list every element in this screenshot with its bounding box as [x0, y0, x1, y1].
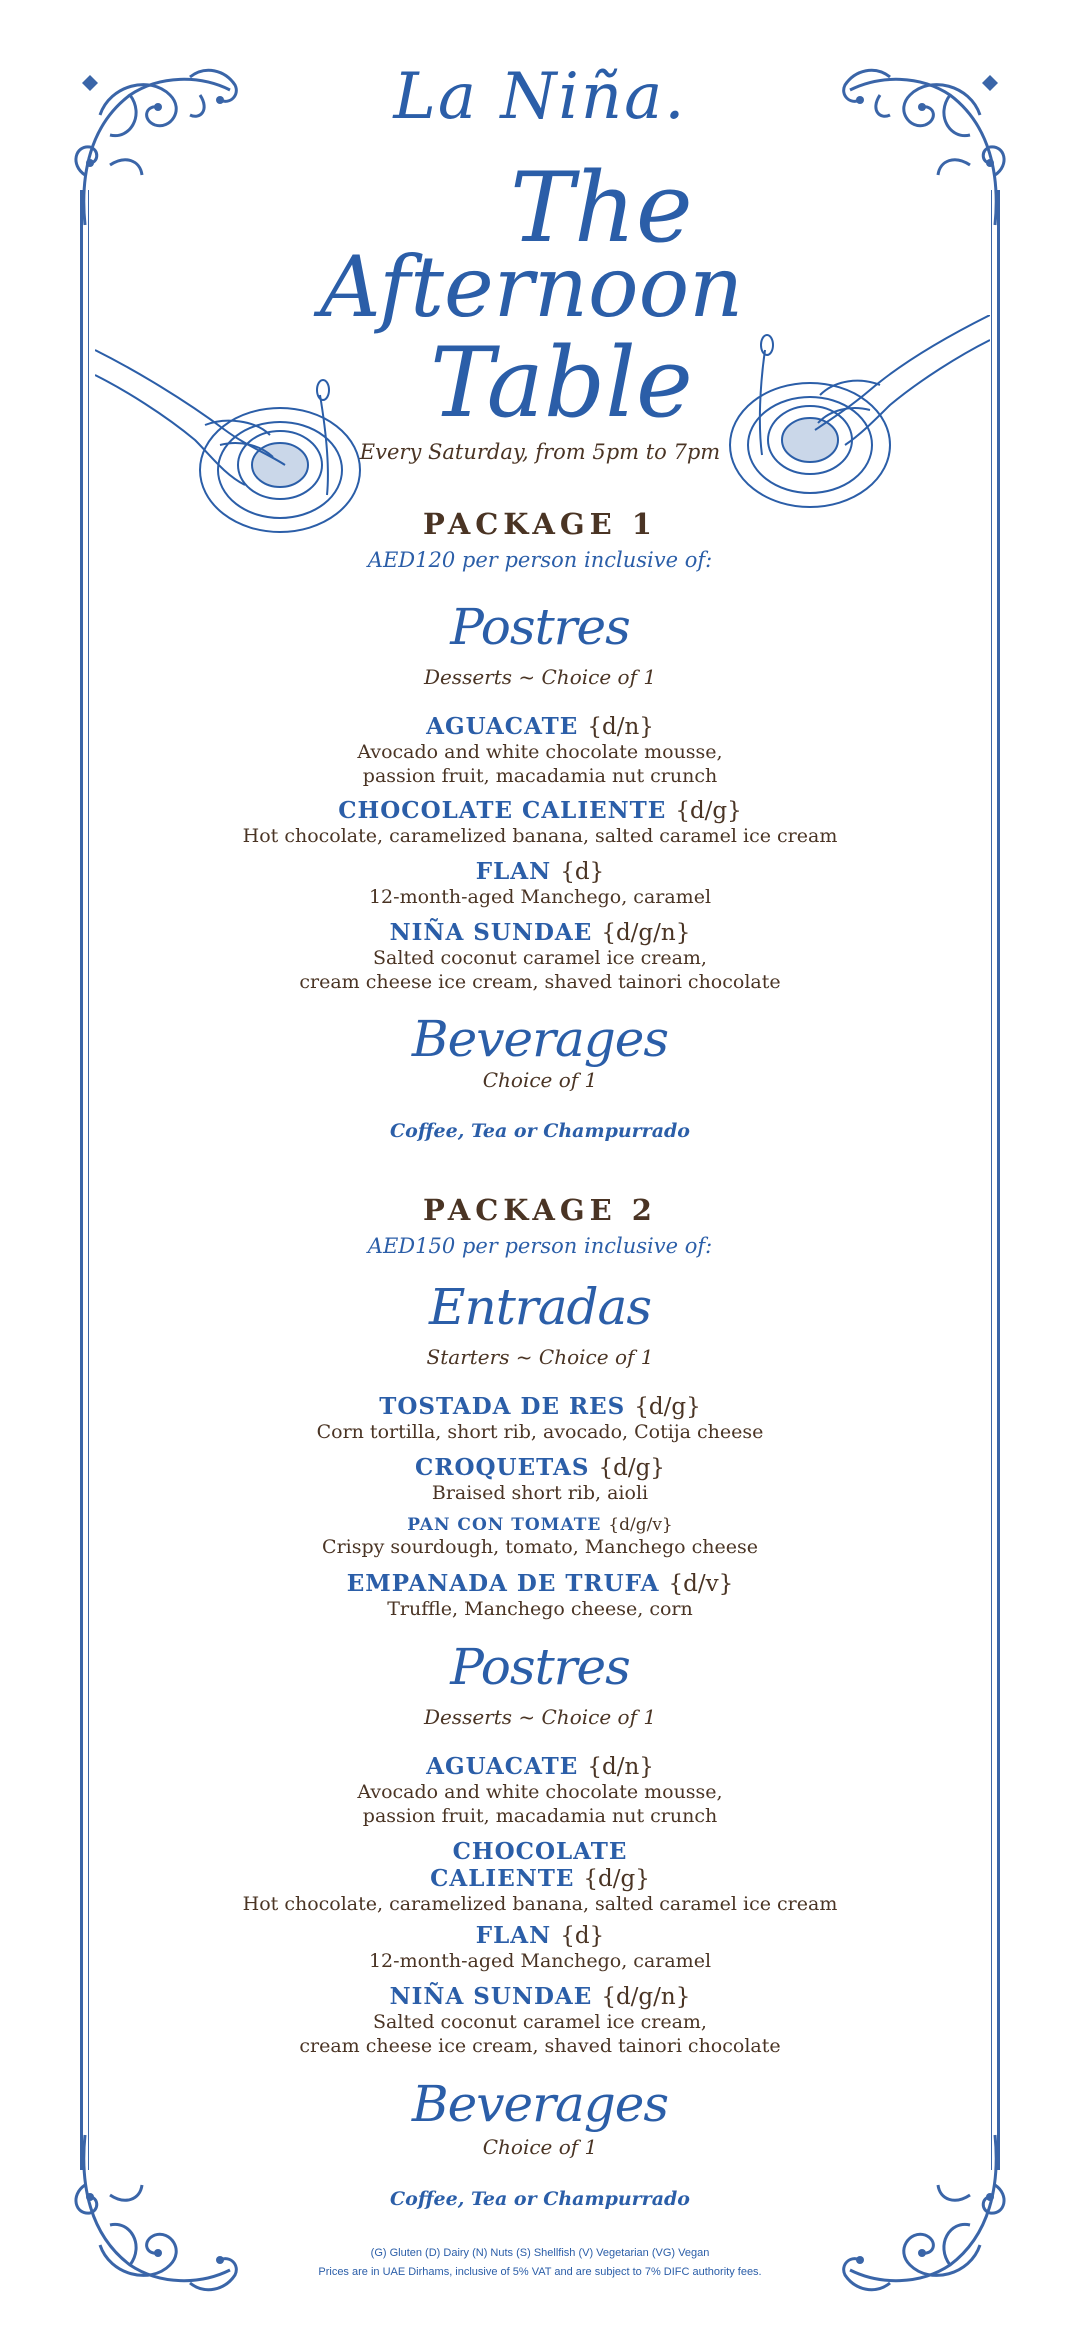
teacup-hand-right-illustration — [720, 315, 990, 515]
frame-left-outer — [80, 190, 83, 2170]
package-1-price: AED120 per person inclusive of: — [367, 548, 713, 572]
package-2-beverages-heading: Beverages — [411, 2075, 669, 2133]
item-tag: {d/g/n} — [601, 920, 691, 946]
item-tag: {d} — [560, 859, 605, 885]
package-2-beverages-text: Coffee, Tea or Champurrado — [390, 2188, 690, 2210]
item-description: Truffle, Manchego cheese, corn — [387, 1598, 693, 1620]
frame-right-inner — [991, 190, 992, 2170]
item-tag: {d/g} — [634, 1394, 701, 1420]
package-1-title: PACKAGE 1 — [423, 507, 657, 541]
package-2-title: PACKAGE 2 — [423, 1193, 657, 1227]
item-tag: {d/n} — [587, 714, 654, 740]
item-name: FLAN — [475, 1922, 552, 1949]
item-description: Braised short rib, aioli — [431, 1482, 649, 1504]
item-description: Salted coconut caramel ice cream, — [373, 2011, 707, 2033]
frame-left-inner — [88, 190, 89, 2170]
package-2-entradas-sub: Starters ~ Choice of 1 — [426, 1345, 654, 1369]
menu-item — [100, 1454, 980, 1505]
item-tag: {d/g/v} — [608, 1515, 673, 1535]
package-1-beverages-heading: Beverages — [411, 1010, 669, 1068]
item-description: 12-month-aged Manchego, caramel — [368, 886, 712, 908]
item-description: Avocado and white chocolate mousse, — [357, 741, 723, 763]
item-name: AGUACATE — [426, 713, 579, 740]
menu-title — [300, 152, 780, 439]
package-1-beverages-sub: Choice of 1 — [482, 1068, 598, 1092]
footer-dietary-legend: (G) Gluten (D) Dairy (N) Nuts (S) Shellfish (V) Vegetarian (VG) Vegan — [370, 2247, 710, 2259]
frame-right-outer — [997, 190, 1000, 2170]
package-2-beverages-sub: Choice of 1 — [482, 2135, 598, 2159]
item-tag: {d/n} — [587, 1754, 654, 1780]
item-name: AGUACATE — [426, 1753, 579, 1780]
item-description: cream cheese ice cream, shaved tainori chocolate — [299, 2035, 781, 2057]
title-line-3: Table — [430, 327, 693, 439]
package-2-postres-heading: Postres — [450, 1638, 630, 1696]
menu-item — [100, 1983, 980, 2058]
item-tag: {d} — [560, 1923, 605, 1949]
item-name: NIÑA SUNDAE — [389, 919, 593, 946]
item-description: 12-month-aged Manchego, caramel — [368, 1950, 712, 1972]
item-tag: {d/v} — [668, 1571, 734, 1597]
item-tag: {d/g/n} — [601, 1984, 691, 2010]
package-1-postres-sub: Desserts ~ Choice of 1 — [423, 665, 657, 689]
item-description: Avocado and white chocolate mousse, — [357, 1781, 723, 1803]
item-description: cream cheese ice cream, shaved tainori chocolate — [299, 971, 781, 993]
package-1-postres-heading: Postres — [450, 598, 630, 656]
menu-item — [100, 858, 980, 909]
schedule-tagline: Every Saturday, from 5pm to 7pm — [359, 440, 721, 464]
menu-item — [100, 1515, 980, 1559]
title-line-1: The — [510, 152, 693, 264]
item-description: Hot chocolate, caramelized banana, salted caramel ice cream — [242, 1893, 838, 1915]
item-name: CROQUETAS — [415, 1454, 590, 1481]
footer-price-note: Prices are in UAE Dirhams, inclusive of 5% VAT and are subject to 7% DIFC authority fees. — [318, 2266, 762, 2278]
menu-item — [100, 1922, 980, 1973]
menu-item — [100, 797, 980, 848]
item-description: Crispy sourdough, tomato, Manchego cheese — [322, 1536, 758, 1558]
brand-logo: La Niña. — [393, 60, 687, 134]
item-name: CALIENTE — [430, 1865, 575, 1892]
menu-item — [100, 1838, 980, 1916]
item-name-line-1: CHOCOLATE — [452, 1838, 628, 1865]
package-2-price: AED150 per person inclusive of: — [367, 1234, 713, 1258]
item-description: Salted coconut caramel ice cream, — [373, 947, 707, 969]
item-tag: {d/g} — [598, 1455, 665, 1481]
item-name: TOSTADA DE RES — [379, 1393, 626, 1420]
item-name: NIÑA SUNDAE — [389, 1983, 593, 2010]
package-1-beverages-text: Coffee, Tea or Champurrado — [390, 1120, 690, 1142]
item-description: Corn tortilla, short rib, avocado, Cotija cheese — [316, 1421, 764, 1443]
item-description: passion fruit, macadamia nut crunch — [362, 765, 718, 787]
menu-item — [100, 1393, 980, 1444]
menu-item — [100, 1570, 980, 1621]
menu-item — [100, 713, 980, 788]
item-tag: {d/g} — [583, 1866, 650, 1892]
package-2-entradas-heading: Entradas — [429, 1278, 651, 1336]
item-tag: {d/g} — [675, 798, 742, 824]
package-2-postres-sub: Desserts ~ Choice of 1 — [423, 1705, 657, 1729]
item-name: FLAN — [475, 858, 552, 885]
item-name: PAN CON TOMATE — [407, 1515, 602, 1535]
title-line-2: Afternoon — [320, 238, 744, 336]
item-name: EMPANADA DE TRUFA — [346, 1570, 660, 1597]
item-name: CHOCOLATE CALIENTE — [338, 797, 667, 824]
item-description: Hot chocolate, caramelized banana, salted caramel ice cream — [242, 825, 838, 847]
item-description: passion fruit, macadamia nut crunch — [362, 1805, 718, 1827]
menu-item — [100, 919, 980, 994]
menu-item — [100, 1753, 980, 1828]
